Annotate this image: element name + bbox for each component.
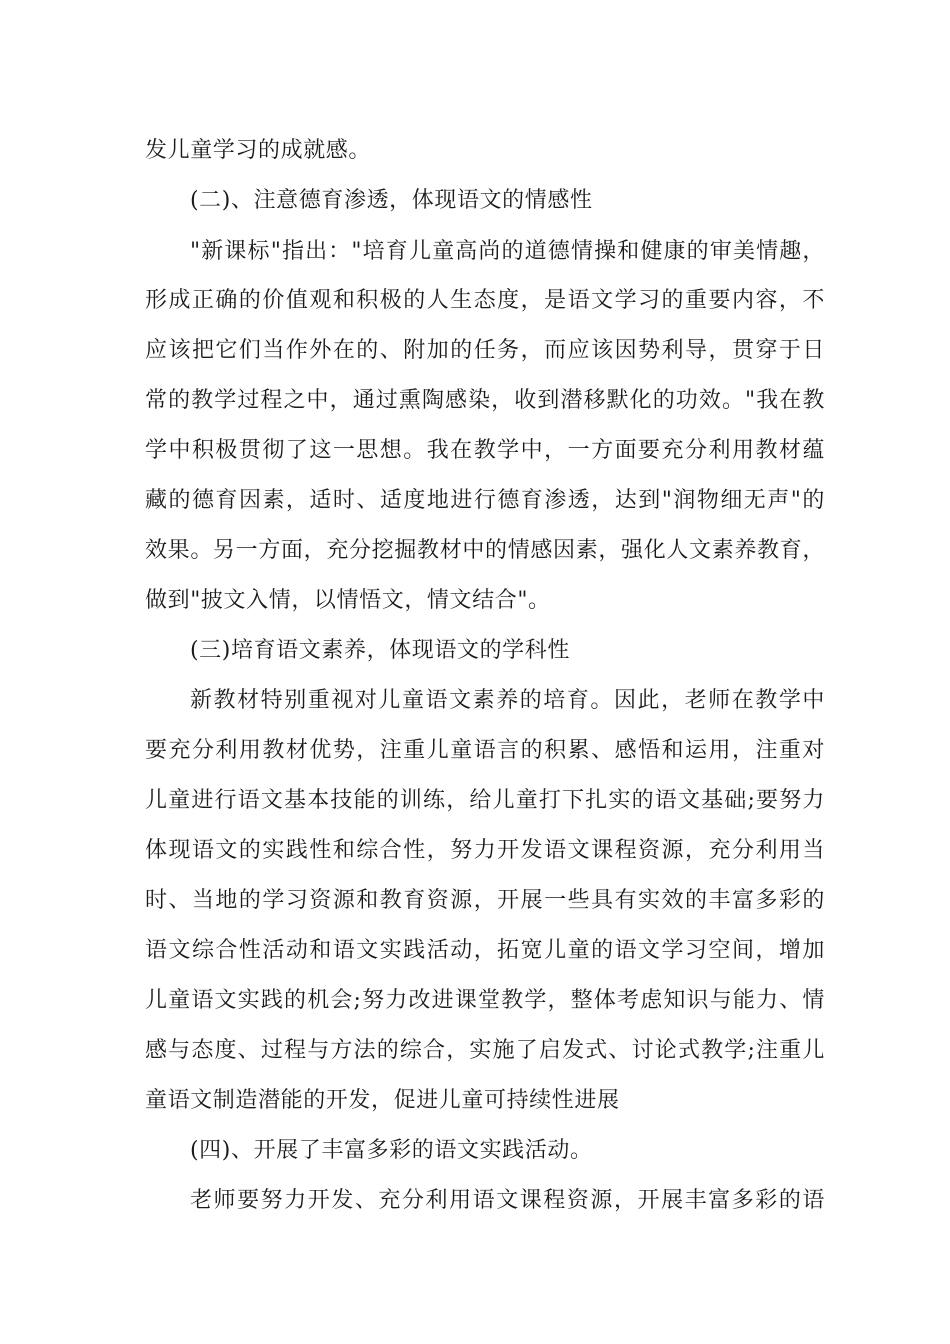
text-line: 效果。另一方面，充分挖掘教材中的情感因素，强化人文素养教育， bbox=[145, 538, 825, 563]
text-line: "新课标"指出："培育儿童高尚的道德情操和健康的审美情趣， bbox=[190, 239, 825, 264]
text-line: 语文综合性活动和语文实践活动，拓宽儿童的语文学习空间，增加 bbox=[145, 938, 825, 963]
text-line: 老师要努力开发、充分利用语文课程资源，开展丰富多彩的语 bbox=[190, 1188, 825, 1213]
text-line: 时、当地的学习资源和教育资源，开展一些具有实效的丰富多彩的 bbox=[145, 888, 825, 913]
text-line: 藏的德育因素，适时、适度地进行德育渗透，达到"润物细无声"的 bbox=[145, 488, 825, 513]
text-line: 体现语文的实践性和综合性，努力开发语文课程资源，充分利用当 bbox=[145, 838, 825, 863]
text-line: 感与态度、过程与方法的综合，实施了启发式、讨论式教学;注重儿 bbox=[145, 1038, 825, 1063]
text-line: 应该把它们当作外在的、附加的任务，而应该因势利导，贯穿于日 bbox=[145, 338, 825, 363]
section-heading: (四)、开展了丰富多彩的语文实践活动。 bbox=[190, 1138, 593, 1163]
text-line: 发儿童学习的成就感。 bbox=[145, 138, 372, 163]
text-line: 儿童语文实践的机会;努力改进课堂教学，整体考虑知识与能力、情 bbox=[145, 988, 825, 1013]
text-line: 要充分利用教材优势，注重儿童语言的积累、感悟和运用，注重对 bbox=[145, 738, 825, 763]
text-line: 新教材特别重视对儿童语文素养的培育。因此，老师在教学中 bbox=[190, 688, 825, 713]
section-heading: (二)、注意德育渗透，体现语文的情感性 bbox=[190, 188, 593, 213]
text-line: 童语文制造潜能的开发，促进儿童可持续性进展 bbox=[145, 1088, 620, 1113]
text-line: 形成正确的价值观和积极的人生态度，是语文学习的重要内容，不 bbox=[145, 288, 825, 313]
text-line: 常的教学过程之中，通过熏陶感染，收到潜移默化的功效。"我在教 bbox=[145, 388, 825, 413]
text-line: 做到"披文入情，以情悟文，情文结合"。 bbox=[145, 588, 551, 613]
text-line: 儿童进行语文基本技能的训练，给儿童打下扎实的语文基础;要努力 bbox=[145, 788, 825, 813]
section-heading: (三)培育语文素养，体现语文的学科性 bbox=[190, 638, 570, 663]
text-line: 学中积极贯彻了这一思想。我在教学中，一方面要充分利用教材蕴 bbox=[145, 438, 825, 463]
